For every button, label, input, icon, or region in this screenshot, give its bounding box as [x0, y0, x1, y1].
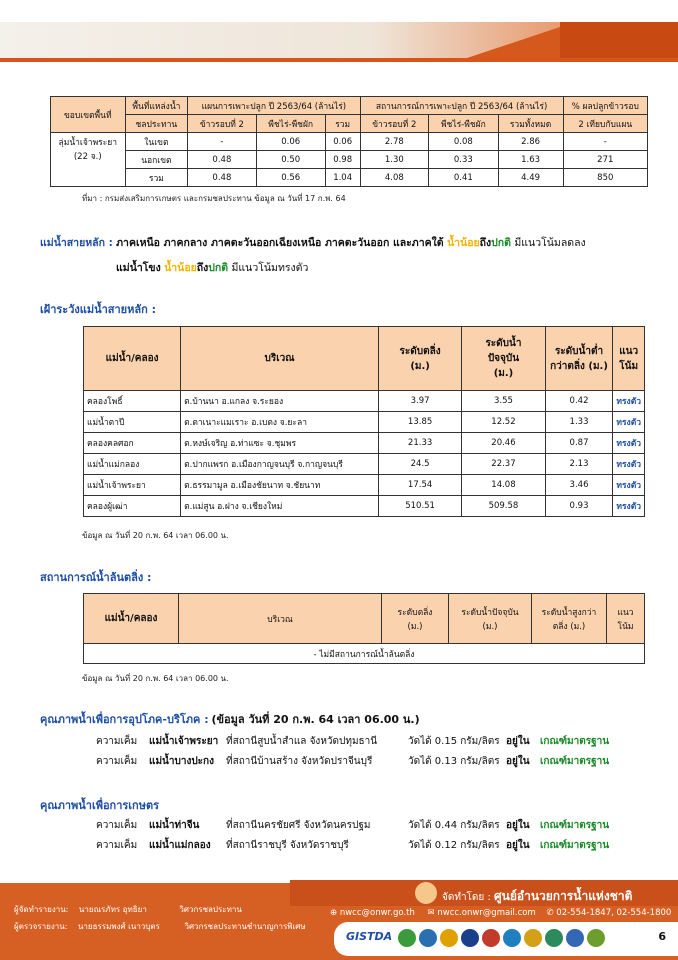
gistda-logo: GISTDA [346, 930, 393, 943]
river-cell: แม่น้ำเจ้าพระยา [84, 475, 181, 496]
q-measure: วัดได้ 0.15 กรัม/ลิตร [408, 736, 500, 747]
bank-cell: 3.97 [378, 391, 461, 412]
q-river: แม่น้ำแม่กลอง [149, 840, 211, 851]
table-row [51, 151, 648, 169]
th-trend: แนวโน้ม [607, 594, 645, 644]
watch-table [83, 326, 645, 517]
th-low-label: ระดับน้ำต่ำ [554, 345, 604, 357]
th-now-unit: (ม.) [493, 368, 514, 379]
q-status-a: อยู่ใน [506, 756, 530, 767]
cell: - [188, 133, 256, 151]
q-status-a: อยู่ใน [506, 840, 530, 851]
th-source: พื้นที่แหล่งน้ำ [125, 97, 188, 115]
th-now-label2: ปัจจุบัน [487, 353, 520, 364]
q-status-a: อยู่ใน [506, 820, 530, 831]
q-pre: ความเค็ม [96, 756, 138, 767]
org-row [442, 887, 632, 906]
low-cell: 0.87 [545, 433, 613, 454]
quality-row [0, 838, 678, 854]
quality-consume-heading [40, 710, 420, 728]
area-cell: ต.ตาเนาะแมเราะ อ.เบตง จ.ยะลา [181, 412, 379, 433]
low-cell: 3.46 [545, 475, 613, 496]
cell: 4.49 [498, 169, 563, 187]
cell: - [563, 133, 647, 151]
q-status-b: เกณฑ์มาตรฐาน [540, 736, 610, 747]
checker-row [14, 920, 306, 933]
q-status-b: เกณฑ์มาตรฐาน [540, 820, 610, 831]
table1-source: ที่มา : กรมส่งเสริมการเกษตร และกรมชลประทาน ข้อมูล ณ วันที่ 17 ก.พ. 64 [82, 194, 346, 203]
th-zone: ขอบเขตพื้นที่ [51, 97, 126, 133]
main-rivers-line2 [116, 259, 308, 276]
area-cell: ต.หงษ์เจริญ อ.ท่าแซะ จ.ชุมพร [181, 433, 379, 454]
trend-cell: ทรงตัว [613, 475, 645, 496]
th-now-label: ระดับน้ำ [485, 338, 522, 349]
cell: 0.50 [256, 151, 325, 169]
cell: 0.98 [325, 151, 360, 169]
th-trend: แนวโน้ม [613, 327, 645, 391]
cell: 0.56 [256, 169, 325, 187]
area-cell: ต.ธรรมามูล อ.เมืองชัยนาท จ.ชัยนาท [181, 475, 379, 496]
now-cell: 3.55 [462, 391, 545, 412]
status-low: น้ำน้อย [446, 237, 480, 249]
q-measure: วัดได้ 0.13 กรัม/ลิตร [408, 756, 500, 767]
river-cell: แม่น้ำแม่กลอง [84, 454, 181, 475]
now-cell: 14.08 [462, 475, 545, 496]
q-pre: ความเค็ม [96, 820, 138, 831]
area-cell: ต.บ้านนา อ.แกลง จ.ระยอง [181, 391, 379, 412]
planting-table [50, 96, 648, 187]
status-normal: ปกติ [491, 237, 511, 249]
area-cell: ต.แม่สูน อ.ฝาง จ.เชียงใหม่ [181, 496, 379, 517]
q-status-b: เกณฑ์มาตรฐาน [540, 840, 610, 851]
th-percent2: 2 เทียบกับแผน [563, 115, 647, 133]
th-low [545, 327, 613, 391]
th-high [532, 594, 607, 644]
th-field: พืชไร่-พืชผัก [256, 115, 325, 133]
partner-logo-icon [587, 929, 605, 947]
org-name: ศูนย์อำนวยการน้ำแห่งชาติ [494, 889, 633, 903]
mekong-label: แม่น้ำโขง [116, 262, 161, 274]
q-pre: ความเค็ม [96, 736, 138, 747]
th-bank [382, 594, 449, 644]
quality-row [0, 754, 678, 770]
basin-name: ลุ่มน้ำเจ้าพระยา [58, 138, 118, 148]
th-area: บริเวณ [181, 327, 379, 391]
contact-web: nwcc@onwr.go.th [339, 908, 415, 918]
th-area: บริเวณ [179, 594, 382, 644]
org-prefix: จัดทำโดย : [442, 892, 491, 903]
bank-cell: 17.54 [378, 475, 461, 496]
th-bank [378, 327, 461, 391]
th-bank-unit: (ม.) [410, 360, 430, 372]
bank-cell: 24.5 [378, 454, 461, 475]
cell: 0.48 [188, 169, 256, 187]
partner-logo-icon [398, 929, 416, 947]
cell: 0.48 [188, 151, 256, 169]
partner-logo-icon [524, 929, 542, 947]
overflow-note: ข้อมูล ณ วันที่ 20 ก.พ. 64 เวลา 06.00 น. [82, 674, 229, 683]
trend-cell: ทรงตัว [613, 412, 645, 433]
th-high-label2: ตลิ่ง (ม.) [552, 621, 586, 632]
main-rivers-label: แม่น้ำสายหลัก : [40, 237, 113, 249]
cell: 0.33 [429, 151, 498, 169]
th-actual: สถานการณ์การเพาะปลูก ปี 2563/64 (ล้านไร่) [360, 97, 563, 115]
table-row [84, 644, 645, 664]
contact-phone: 02-554-1847, 02-554-1800 [556, 908, 672, 918]
trend-cell: ทรงตัว [613, 496, 645, 517]
th-plan: แผนการเพาะปลูก ปี 2563/64 (ล้านไร่) [188, 97, 360, 115]
cell: 2.78 [360, 133, 429, 151]
mail-icon: ✉ [427, 908, 435, 918]
low-cell: 1.33 [545, 412, 613, 433]
header-accent [455, 22, 575, 62]
status-low: น้ำน้อย [164, 262, 197, 274]
q-station: ที่สถานีบ้านสร้าง จังหวัดปราจีนบุรี [226, 756, 373, 767]
basin-count: (22 จ.) [73, 152, 102, 162]
area-cell: ต.ปากแพรก อ.เมืองกาญจนบุรี จ.กาญจนบุรี [181, 454, 379, 475]
th-now [449, 594, 532, 644]
main-rivers-regions: ภาคเหนือ ภาคกลาง ภาคตะวันออกเฉียงเหนือ ภาคตะวันออก และภาคใต้ [116, 237, 444, 249]
contact-row [330, 908, 671, 918]
q-station: ที่สถานีราชบุรี จังหวัดราชบุรี [226, 840, 349, 851]
q-river: แม่น้ำท่าจีน [149, 820, 200, 831]
trend-cell: ทรงตัว [613, 454, 645, 475]
th-low-label2: กว่าตลิ่ง (ม.) [550, 360, 608, 372]
cell: 0.41 [429, 169, 498, 187]
status-to: ถึง [479, 237, 492, 249]
q-status-a: อยู่ใน [506, 736, 530, 747]
basin-cell [51, 133, 126, 187]
th-river: แม่น้ำ/คลอง [84, 327, 181, 391]
table-row [84, 433, 645, 454]
phone-icon: ✆ [546, 908, 554, 918]
partner-logo-icon [545, 929, 563, 947]
trend-cell: ทรงตัว [613, 391, 645, 412]
table-row [51, 169, 648, 187]
table-row [84, 475, 645, 496]
th-total: รวม [325, 115, 360, 133]
partner-logo-icon [440, 929, 458, 947]
cell: 0.06 [325, 133, 360, 151]
bank-cell: 13.85 [378, 412, 461, 433]
maker-label: ผู้จัดทำรายงาน: [14, 905, 69, 914]
watch-note: ข้อมูล ณ วันที่ 20 ก.พ. 64 เวลา 06.00 น. [82, 531, 229, 540]
th-percent: % ผลปลูกข้าวรอบ [563, 97, 647, 115]
onwr-logo-icon [415, 882, 437, 904]
now-cell: 22.37 [462, 454, 545, 475]
contact-email: nwcc.onwr@gmail.com [437, 908, 536, 918]
cell: 1.30 [360, 151, 429, 169]
maker-title: วิศวกรชลประทาน [179, 905, 242, 914]
partner-logo-icon [566, 929, 584, 947]
river-cell: คลองคลศอก [84, 433, 181, 454]
globe-icon: ⊕ [330, 908, 338, 918]
overflow-title: สถานการณ์น้ำล้นตลิ่ง : [40, 571, 152, 584]
bank-cell: 21.33 [378, 433, 461, 454]
table-row [84, 496, 645, 517]
th-bank-label: ระดับตลิ่ง [399, 345, 441, 357]
quality-agri-title: คุณภาพน้ำเพื่อการเกษตร [40, 799, 160, 812]
q-status-b: เกณฑ์มาตรฐาน [540, 756, 610, 767]
header-line [0, 58, 678, 62]
cell: 850 [563, 169, 647, 187]
th-source2: ชลประทาน [125, 115, 188, 133]
table-row [84, 454, 645, 475]
q-station: ที่สถานีสูบน้ำสำแล จังหวัดปทุมธานี [226, 736, 378, 747]
table-row [84, 412, 645, 433]
checker-title: วิศวกรชลประทานชำนาญการพิเศษ [184, 922, 306, 931]
th-now [462, 327, 545, 391]
checker-label: ผู้ตรวจรายงาน: [14, 922, 68, 931]
th-now-label: ระดับน้ำปัจจุบัน [461, 607, 519, 618]
partner-logo-icon [461, 929, 479, 947]
cell: 271 [563, 151, 647, 169]
river-cell: คลองโพธิ์ [84, 391, 181, 412]
overflow-table [83, 593, 645, 664]
page-number: 6 [658, 930, 666, 943]
table-row [84, 391, 645, 412]
row-label: นอกเขต [125, 151, 188, 169]
th-fieldb: พืชไร่-พืชผัก [429, 115, 498, 133]
q-pre: ความเค็ม [96, 840, 138, 851]
th-rice2b: ข้าวรอบที่ 2 [360, 115, 429, 133]
now-cell: 20.46 [462, 433, 545, 454]
cell: 0.08 [429, 133, 498, 151]
checker-name: นายธรรมพงศ์ เนาวบุตร [77, 922, 160, 931]
q-measure: วัดได้ 0.12 กรัม/ลิตร [408, 840, 500, 851]
row-label: รวม [125, 169, 188, 187]
quality-row [0, 818, 678, 834]
th-now-unit: (ม.) [482, 621, 498, 632]
trend-cell: ทรงตัว [613, 433, 645, 454]
cell: 0.06 [256, 133, 325, 151]
q-river: แม่น้ำเจ้าพระยา [149, 736, 219, 747]
header-accent-dark [560, 22, 678, 62]
trend-text: มีแนวโน้มลดลง [514, 237, 586, 249]
river-cell: คลองผู้เฒ่า [84, 496, 181, 517]
th-river: แม่น้ำ/คลอง [84, 594, 179, 644]
quality-consume-date: (ข้อมูล วันที่ 20 ก.พ. 64 เวลา 06.00 น.) [211, 713, 420, 726]
quality-consume-title: คุณภาพน้ำเพื่อการอุปโภค-บริโภค : [40, 713, 209, 726]
q-river: แม่น้ำบางปะกง [149, 756, 214, 767]
th-high-label: ระดับน้ำสูงกว่า [541, 607, 597, 618]
low-cell: 2.13 [545, 454, 613, 475]
partner-logo-icon [503, 929, 521, 947]
partner-logo-icon [482, 929, 500, 947]
table-row [51, 133, 648, 151]
status-to: ถึง [196, 262, 209, 274]
river-cell: แม่น้ำตาปี [84, 412, 181, 433]
partner-logo-icon [419, 929, 437, 947]
q-measure: วัดได้ 0.44 กรัม/ลิตร [408, 820, 500, 831]
bank-cell: 510.51 [378, 496, 461, 517]
maker-row [14, 903, 242, 916]
low-cell: 0.42 [545, 391, 613, 412]
cell: 4.08 [360, 169, 429, 187]
cell: 1.04 [325, 169, 360, 187]
partner-logos [398, 929, 608, 950]
status-normal: ปกติ [208, 262, 229, 274]
cell: 2.86 [498, 133, 563, 151]
empty-cell: - ไม่มีสถานการณ์น้ำล้นตลิ่ง [84, 644, 645, 664]
cell: 1.63 [498, 151, 563, 169]
row-label: ในเขต [125, 133, 188, 151]
main-rivers-line1 [40, 234, 586, 251]
th-bank-unit: (ม.) [407, 621, 423, 632]
maker-name: นายณรภัทร อุทธิยา [78, 905, 147, 914]
quality-row [0, 734, 678, 750]
now-cell: 12.52 [462, 412, 545, 433]
th-bank-label: ระดับตลิ่ง [397, 607, 433, 618]
th-totalb: รวมทั้งหมด [498, 115, 563, 133]
q-station: ที่สถานีนครชัยศรี จังหวัดนครปฐม [226, 820, 371, 831]
footer-logo-strip [334, 922, 678, 956]
now-cell: 509.58 [462, 496, 545, 517]
watch-title: เฝ้าระวังแม่น้ำสายหลัก : [40, 303, 156, 316]
low-cell: 0.93 [545, 496, 613, 517]
trend-text: มีแนวโน้มทรงตัว [231, 262, 309, 274]
th-rice2: ข้าวรอบที่ 2 [188, 115, 256, 133]
